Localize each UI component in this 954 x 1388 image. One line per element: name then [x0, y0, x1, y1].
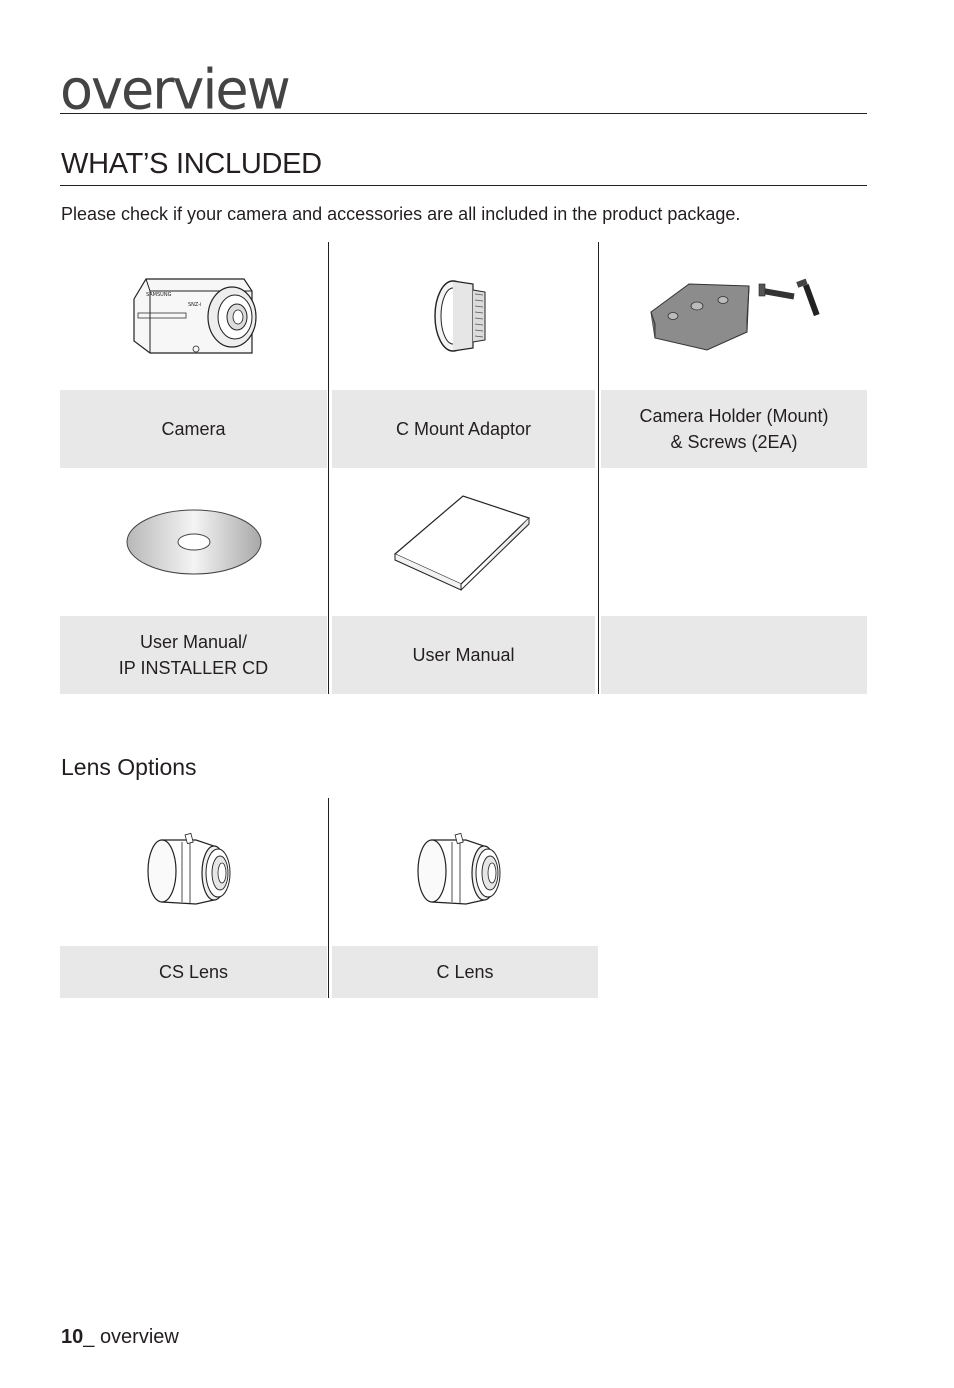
lens-label-cs	[60, 946, 327, 998]
included-items-grid	[60, 242, 867, 694]
section-title: WHAT’S INCLUDED	[61, 148, 322, 180]
item-label-line: Camera	[161, 419, 226, 439]
c-lens-icon	[414, 832, 514, 912]
svg-text:SAMSUNG: SAMSUNG	[146, 292, 172, 298]
chapter-title: overview	[60, 57, 289, 122]
lens-label: C Lens	[436, 962, 494, 982]
item-label-line: User Manual	[412, 645, 515, 665]
item-image-c-mount-adaptor	[329, 242, 598, 390]
manual-book-icon	[389, 492, 539, 592]
item-label-cd	[60, 616, 327, 694]
item-label-line: User Manual/	[139, 632, 248, 652]
item-label-line: C Mount Adaptor	[395, 419, 532, 439]
camera-holder-screws-icon	[643, 276, 823, 356]
camera-icon	[124, 271, 264, 361]
lens-options-grid	[60, 798, 598, 998]
item-image-cd	[60, 468, 328, 616]
footer-separator: _	[83, 1326, 100, 1348]
section-divider	[60, 185, 867, 186]
page-number: 10	[61, 1326, 84, 1348]
c-mount-adaptor-icon	[429, 276, 499, 356]
lens-image-cs	[60, 798, 328, 946]
lens-image-c	[329, 798, 598, 946]
svg-text:SNZ-i: SNZ-i	[188, 302, 202, 308]
lens-label-c	[332, 946, 598, 998]
item-label-empty	[601, 616, 867, 694]
item-image-camera	[60, 242, 328, 390]
page-footer	[61, 1326, 179, 1349]
item-image-camera-holder	[599, 242, 867, 390]
item-label-line: Camera Holder (Mount)	[639, 406, 829, 426]
item-label-c-mount-adaptor	[332, 390, 595, 468]
item-label-line: IP INSTALLER CD	[118, 658, 269, 678]
cs-lens-icon	[144, 832, 244, 912]
cd-icon	[124, 507, 264, 577]
item-label-line: & Screws (2EA)	[670, 432, 798, 452]
item-image-user-manual	[329, 468, 598, 616]
lens-options-title: Lens Options	[61, 754, 197, 780]
item-label-user-manual	[332, 616, 595, 694]
item-label-camera-holder	[601, 390, 867, 468]
chapter-divider	[60, 113, 867, 114]
item-label-camera	[60, 390, 327, 468]
footer-section: overview	[99, 1326, 179, 1348]
lens-label: CS Lens	[158, 962, 229, 982]
intro-text: Please check if your camera and accessories are all included in the product package.	[61, 204, 741, 224]
